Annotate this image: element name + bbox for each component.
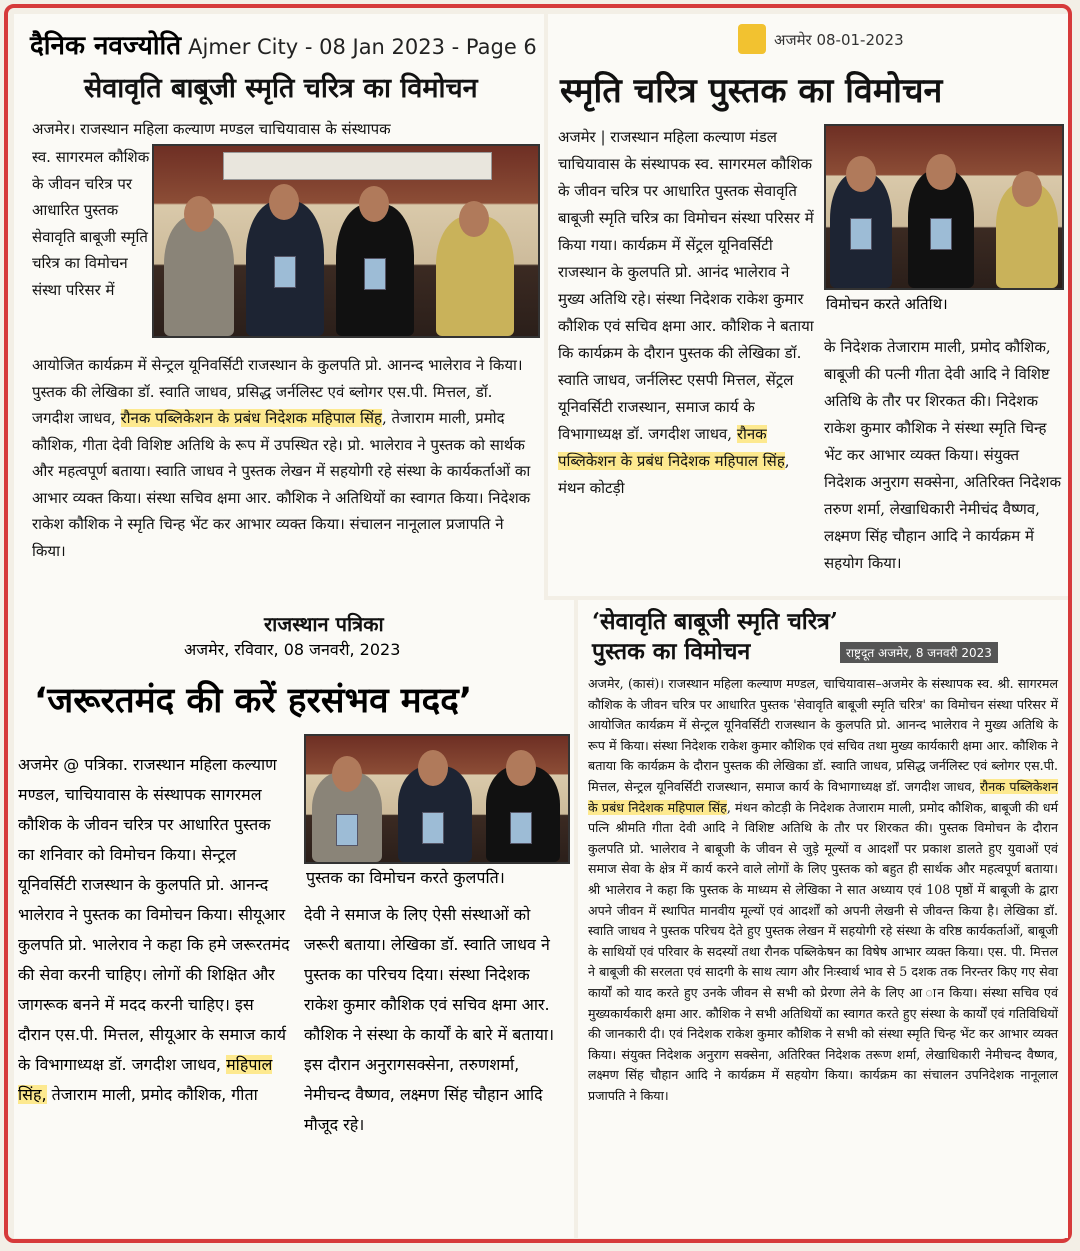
person-head: [926, 154, 956, 190]
person-head: [332, 756, 362, 792]
clipping-header: [30, 26, 537, 62]
article-column: स्व. सागरमल कौशिक के जीवन चरित्र पर आधारित पुस्तक सेवावृति बाबूजी स्मृति चरित्र का विमोचन संस्था परिसर में: [32, 148, 150, 299]
masthead: राजस्थान पत्रिका: [264, 612, 384, 636]
edition-meta: Ajmer City - 08 Jan 2023 - Page 6: [188, 35, 537, 59]
person-head: [1012, 171, 1042, 207]
article-body: [588, 674, 1058, 1106]
headline: सेवावृति बाबूजी स्मृति चरित्र का विमोचन: [84, 73, 478, 104]
highlighted-text: रौनक पब्लिकेशन के प्रबंध निदेशक महिपाल सिंह: [558, 425, 785, 470]
book: [930, 218, 952, 250]
event-photo: [152, 144, 540, 338]
newspaper-logo-icon: [738, 24, 766, 54]
headline: ‘जरूरतमंद की करें हरसंभव मदद’: [34, 681, 473, 721]
person-head: [846, 156, 876, 192]
headline-second-line: पुस्तक का विमोचन: [592, 638, 751, 665]
photo-caption: पुस्तक का विमोचन करते कुलपति।: [306, 868, 505, 887]
book: [274, 256, 296, 288]
event-photo: [304, 734, 570, 864]
person-head: [359, 186, 389, 222]
body-text: अजमेर | राजस्थान महिला कल्याण मंडल चाचियावास के संस्थापक स्व. सागरमल कौशिक के जीवन चरित्र पर आधारित पुस्तक सेवावृति बाबूजी स्मृति चरित्र का विमोचन संस्था परिसर में किया गया। कार्यक्रम में सेंट्रल यूनिवर्सिटी राजस्थान के कुलपति प्रो. आनंद भालेराव ने मुख्य अतिथि रहे। संस्था निदेशक राकेश कुमार कौशिक एवं सचिव क्षमा आर. कौशिक ने बताया कि कार्यक्रम के दौरान पुस्तक की लेखिका डॉ. स्वाति जाधव, जर्नलिस्ट एसपी मित्तल, सेंट्रल यूनिवर्सिटी राजस्थान, समाज कार्य के विभागाध्यक्ष डॉ. जगदीश जाधव,: [558, 128, 814, 443]
body-text: आयोजित कार्यक्रम में सेन्ट्रल यूनिवर्सिटी राजस्थान के कुलपति प्रो. आनन्द भालेराव ने किया। पुस्तक की लेखिका डॉ. स्वाति जाधव, प्रसिद्ध जर्नलिस्ट एवं ब्लोगर एस.पी. मित्तल, डॉ. जगदीश जाधव,: [32, 356, 523, 427]
event-photo: [824, 124, 1064, 290]
body-text: , तेजाराम माली, प्रमोद कौशिक, गीता देवी विशिष्ट अतिथि के रूप में उपस्थित रहे। प्रो. भालेराव ने पुस्तक को सार्थक और महत्वपूर्ण बताया। स्वाति जाधव ने पुस्तक लेखन में सहयोगी रहे संस्था के कार्यकर्ताओं का आभार व्यक्त किया। संस्था सचिव क्षमा आर. कौशिक ने अतिथियों का स्वागत किया। निदेशक राकेश कौशिक ने स्मृति चिन्ह भेंट कर आभार व्यक्त किया। संचालन नानूलाल प्रजापति ने किया।: [32, 409, 531, 560]
article-body: [32, 352, 532, 564]
edition-meta: अजमेर 08-01-2023: [774, 31, 904, 49]
body-text: तेजाराम माली, प्रमोद कौशिक, गीता: [46, 1085, 258, 1104]
lead-line: अजमेर। राजस्थान महिला कल्याण मण्डल चाचियावास के संस्थापक: [32, 120, 391, 138]
person-head: [506, 750, 536, 786]
article-column: [558, 124, 816, 502]
book: [850, 218, 872, 250]
clipping-bhaskar: [548, 14, 1068, 596]
person-head: [269, 184, 299, 220]
article-column: के निदेशक तेजाराम माली, प्रमोद कौशिक, बाबूजी की पत्नी गीता देवी आदि ने विशिष्ट अतिथि के तौर पर शिरकत की। निदेशक राकेश कुमार कौशिक ने संस्था स्मृति चिन्ह भेंट कर आभार व्यक्त किया। संयुक्त निदेशक अनुराग सक्सेना, अतिरिक्त निदेशक तरुण शर्मा, लेखाधिकारी नेमीचंद वैष्णव, लक्ष्मण सिंह चौहान आदि ने कार्यक्रम में सहयोग किया।: [824, 338, 1061, 572]
book: [364, 258, 386, 290]
highlighted-text: महिपाल सिंह,: [18, 1055, 273, 1104]
edition-meta: अजमेर, रविवार, 08 जनवरी, 2023: [184, 640, 401, 659]
book: [510, 812, 532, 844]
book: [422, 812, 444, 844]
article-column: देवी ने समाज के लिए ऐसी संस्थाओं को जरूरी बताया। लेखिका डॉ. स्वाति जाधव ने पुस्तक का परिचय दिया। संस्था निदेशक राकेश कुमार कौशिक एवं सचिव क्षमा आर. कौशिक ने संस्था के कार्यों के बारे में बताया। इस दौरान अनुरागसक्सेना, तरुणशर्मा, नेमीचन्द वैष्णव, लक्ष्मण सिंह चौहान आदि मौजूद रहे।: [304, 905, 555, 1134]
clipping-navjyoti: [14, 14, 544, 612]
photo-banner: [223, 152, 492, 180]
clipping-rashtradoot: [578, 600, 1068, 1238]
headline: स्मृति चरित्र पुस्तक का विमोचन: [560, 71, 943, 111]
body-text: , मंथन कोटड़ी के निदेशक तेजाराम माली, प्रमोद कौशिक, बाबूजी की धर्म पत्नि श्रीमति गीता देवी आदि ने विशिष्ट अतिथि के तौर पर शिरकत की। पुस्तक विमोचन के दौरान कुलपति प्रो. भालेराव ने बाबूजी के जीवन से जुड़े मूल्यों व आदर्शों पर प्रकाश डालते हुए युवाओं एवं समाज सेवा के क्षेत्र में कार्य करने वाले लोगों के लिए पुस्तक को बहुत ही सार्थक और महत्वपूर्ण बताया। श्री भालेराव ने कहा कि पुस्तक के माध्यम से लेखिका ने सात अध्याय एवं 108 पृष्ठों में बाबूजी के द्वारा अपने जीवन में स्थापित मानवीय मूल्यों एवं आदर्शों को अपनी लेखनी से जीवन्त किया है। लेखिका डॉ. स्वाति जाधव ने पुस्तक परिचय देते हुए पुस्तक लेखन में सहयोगी रहे संस्था के वरिष्ठ कार्यकर्ताओं, बाबूजी के साथियों एवं परिवार के सदस्यों तथा रौनक पब्लिकेषन का विषेष आभार व्यक्त किया। एस. पी. मित्तल ने बाबूजी की सरलता एवं सादगी के साथ त्याग और निःस्वार्थ भाव से 5 दशक तक निरन्तर किए गए सेवा कार्यों को याद करते हुए उनके जीवन से सभी को प्रेरणा लेने के लिए आ ान किया। संस्था सचिव एवं मुख्यकार्यकारी क्षमा आर. कौशिक ने सभी अतिथियों का स्वागत करते हुए संस्था के कार्यों एवं गतिविधियों की जानकारी दी। एवं निदेशक राकेश कुमार कौशिक ने सभी को संस्था स्मृति चिन्ह भेंट कर आभार व्यक्त किया। संयुक्त निदेशक अनुराग सक्सेना, अतिरिक्त निदेशक तरूण शर्मा, लेखाधिकारी नेमीचन्द वैष्णव, लक्ष्मण सिंह चौहान आदि ने कार्यक्रम में सहयोग किया। कार्यक्रम का संचालन उपनिदेशक नानूलाल प्रजापति ने किया।: [588, 799, 1059, 1103]
masthead: दैनिक नवज्योति: [30, 31, 182, 61]
photo-caption: विमोचन करते अतिथि।: [826, 295, 948, 313]
person: [164, 216, 234, 336]
highlighted-text: रौनक पब्लिकेशन के प्रबंध निदेशक महिपाल सिंह: [588, 778, 1058, 815]
headline: ‘सेवावृति बाबूजी स्मृति चरित्र’: [592, 608, 838, 635]
person-head: [184, 196, 214, 232]
source-tag: राष्ट्रदूत अजमेर, 8 जनवरी 2023: [840, 642, 998, 663]
person-head: [459, 201, 489, 237]
clipping-patrika: [14, 600, 574, 1238]
person-head: [418, 750, 448, 786]
body-text: अजमेर, (कासं)। राजस्थान महिला कल्याण मण्डल, चाचियावास–अजमेर के संस्थापक स्व. श्री. सागरमल कौशिक के जीवन चरित्र पर आधारित पुस्तक 'सेवावृति बाबूजी स्मृति चरित्र' का विमोचन संस्था परिसर में आयोजित कार्यक्रम में सेन्ट्रल यूनिवर्सिटी राजस्थान के कुलपति प्रो. आनन्द भालेराव ने मुख्य अतिथि के रूप में किया। संस्था निदेशक राकेश कुमार कौशिक एवं सचिव तथा मुख्य कार्यकारी क्षमा आर. कौशिक ने बताया कि कार्यक्रम के दौरान पुस्तक की लेखिका डॉ. स्वाति जाधव, प्रसिद्ध जर्नलिस्ट एवं ब्लोगर एस.पी. मित्तल, सेन्ट्रल यूनिवर्सिटी राजस्थान, समाज कार्य के विभागाध्यक्ष डॉ. जगदीश जाधव,: [588, 676, 1058, 794]
article-column: [18, 750, 290, 1110]
body-text: अजमेर @ पत्रिका. राजस्थान महिला कल्याण मण्डल, चाचियावास के संस्थापक सागरमल कौशिक के जीवन चरित्र पर आधारित पुस्तक का शनिवार को विमोचन किया। सेन्ट्रल यूनिवर्सिटी राजस्थान के कुलपति प्रो. आनन्द भालेराव ने पुस्तक का विमोचन किया। सीयूआर कुलपति प्रो. भालेराव ने कहा कि हमे जरूरतमंद की सेवा करनी चाहिए। लोगों की शिक्षित और जागरूक बनने में मदद करनी चाहिए। इस दौरान एस.पी. मित्तल, सीयूआर के समाज कार्य के विभागाध्यक्ष डॉ. जगदीश जाधव,: [18, 755, 290, 1074]
highlighted-text: रौनक पब्लिकेशन के प्रबंध निदेशक महिपाल सिंह: [120, 409, 382, 427]
book: [336, 814, 358, 846]
body-text: , मंथन कोटड़ी: [558, 452, 790, 497]
